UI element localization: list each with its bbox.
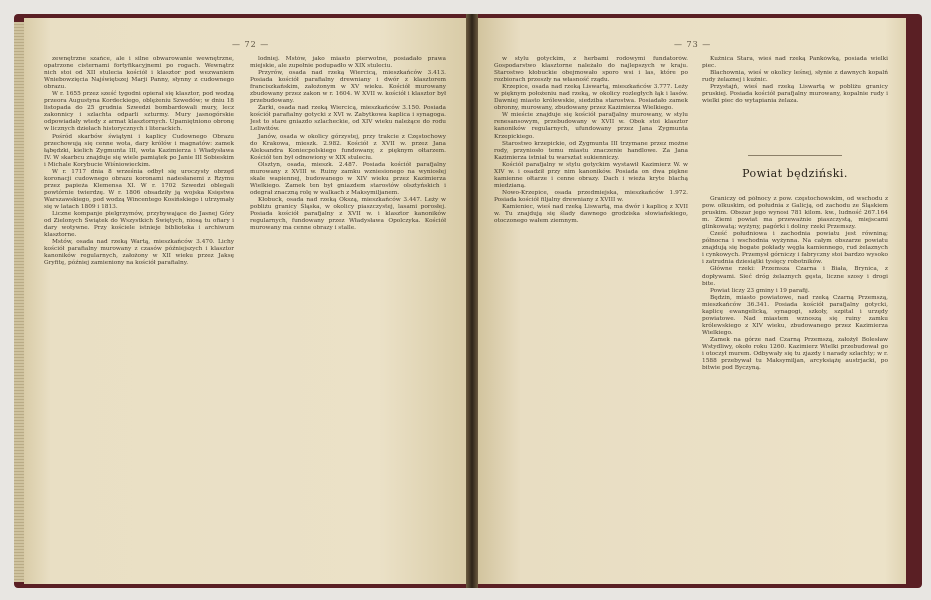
right-column-2-top <box>702 56 888 148</box>
paragraph: Liczne kompanje pielgrzymów, przybywające do Jasnej Góry od Zielonych Świątek do Wszystkich Świętych, niosą tu ofiary i dary wotywne. Przy kościele istnieje biblioteka i archiwum klasztorne. <box>44 211 234 239</box>
book-spine <box>466 14 478 588</box>
paragraph: Kamieniec, wieś nad rzeką Liswartą, ma dwór i kaplicę z XVII w. Tu znajdują się ślady dawnego grodziska słowiańskiego, otoczonego wałem ziemnym. <box>494 203 688 225</box>
paragraph: Blachownia, wieś w okolicy leśnej, słynie z dawnych kopalń rudy żelaznej i kuźnic. <box>702 70 888 84</box>
right-page <box>478 18 906 584</box>
paragraph: Kłobuck, osada nad rzeką Okszą, mieszkańców 3.447. Leży w pobliżu granicy Śląska, w okolicy piaszczystej, lasami porosłej. Posiada kościół parafjalny z XVII w. i klasztor kanoników regularnych, fundowany przez Władysława Opolczyka. Kościół murowany ma cenne obrazy i stalle. <box>250 196 446 232</box>
paragraph: Graniczy od północy z pow. częstochowskim, od wschodu z pow. olkuskim, od południa z Galicją, od zachodu ze Śląskiem pruskim. Obszar jego wynosi 781 kilom. kw., ludność 267.164 m. Ziemi powiat ma przeważnie piaszczystą, miejscami glinkowatą; wyżyny, pagórki i doliny rzeki Przemszy. <box>702 196 888 231</box>
paragraph: Starostwo krzepickie, od Zygmunta III trzymane przez możne rody, przyniosło temu miastu znaczenie handlowe. Za Jana Kazimierza istniał tu warsztat sukienniczy. <box>494 140 688 161</box>
section-title: Powiat będziński. <box>742 167 848 180</box>
right-page-number: — 73 — <box>674 40 712 49</box>
left-page-number: — 72 — <box>232 40 270 49</box>
paragraph: Pośród skarbów świątyni i kaplicy Cudownego Obrazu przechowują się cenne wota, dary królów i magnatów: zamek łąbędzki, kielich Zygmunta III, wota Kazimierza i Władysława IV. W skarbcu znajduje się wiele pamiątek po Janie III Sobieskim i Michale Korybucie Wiśniowieckim. <box>44 133 234 168</box>
paragraph: W mieście znajduje się kościół parafjalny murowany, w stylu renesansowym, przebudowany w XVII w. Obok stoi klasztor kanoników regularnych, ufundowany przez Jana Zygmunta Krzepickiego. <box>494 112 688 140</box>
paragraph: Janów, osada w okolicy górzystej, przy trakcie z Częstochowy do Krakowa, mieszk. 2.982. Kościół z XVII w. przez Jana Aleksandra Koniecpolskiego fundowany, z pięknym ołtarzem. Kościół ten był odnowiony w XIX stuleciu. <box>250 133 446 161</box>
paragraph: Kuźnica Stara, wieś nad rzeką Pankówką, posiada wielki piec. <box>702 56 888 70</box>
paragraph: W r. 1655 przez sześć tygodni opierał się klasztor, pod wodzą przeora Augustyna Kordeckiego, oblężeniu Szwedów; w dniu 18 listopada do 25 grudnia Szwedzi bombardowali mury, lecz zakonnicy i szlachta odparli szturmy. Mury jasnogórskie odpowiadały wtedy z armat klasztornych. Upamiętniono obronę w licznych dziełach historycznych i literackich. <box>44 91 234 133</box>
paragraph: W r. 1717 dnia 8 września odbył się uroczysty obrzęd koronacji cudownego obrazu koronami nadesłanemi z Rzymu przez papieża Klemensa XI. W r. 1702 Szwedzi oblegali powtórnie twierdzę. W r. 1806 obsadziły ją wojska Księstwa Warszawskiego, pod wodzą Wincentego Kosińskiego i utrzymały się w latach 1809 i 1813. <box>44 168 234 210</box>
paragraph: Będzin, miasto powiatowe, nad rzeką Czarną Przemszą, mieszkańców 36.341. Posiada kościół parafjalny gotycki, kaplicę ewangelicką, synagogi, szkoły, szpital i urzędy powiatowe. Nad miastem wznoszą się ruiny zamku królewskiego z XIV wieku, zbudowanego przez Kazimierza Wielkiego. <box>702 294 888 336</box>
left-column-1 <box>44 56 234 570</box>
right-column-1 <box>494 56 688 570</box>
paragraph: Główne rzeki: Przemsza Czarna i Biała, Brynica, z dopływami. Sieć dróg żelaznych gęsta, liczne szosy i drogi bite. <box>702 266 888 287</box>
paragraph: Zamek na górze nad Czarną Przemszą, założył Bolesław Wstydliwy, około roku 1260. Kazimierz Wielki przebudował go i otoczył murem. Odbywały się tu zjazdy i narady szlachty; w r. 1588 przebywał tu Maksymiljan, arcyksiążę austrjacki, po bitwie pod Byczyną. <box>702 336 888 372</box>
paragraph: Żarki, osada nad rzeką Wiercicą, mieszkańców 3.150. Posiada kościół parafialny gotycki z XVI w. Zabytkowa kaplica i synagoga. Jest to stare gniazdo szlacheckie, od XIV wieku należące do rodu Leliwitów. <box>250 105 446 133</box>
paragraph: lodniej. Mstów, jako miasto pierwotne, posiadało prawa miejskie, ale zupełnie podupadło w XIX stuleciu. <box>250 56 446 70</box>
paragraph: Nowo-Krzepice, osada przedmiejska, mieszkańców 1.972. Posiada kościół filjalny drewniany z XVIII w. <box>494 189 688 203</box>
paragraph: Olsztyn, osada, mieszk. 2.487. Posiada kościół parafjalny murowany z XVIII w. Ruiny zamku wzniesionego na wyniosłej skale wapiennej, budowanego w XIV wieku przez Kazimierza Wielkiego. Zamek ten był gniazdem starostów olsztyńskich i odegrał znaczną rolę w walkach z Maksymiljanem. <box>250 161 446 196</box>
paragraph: Krzepice, osada nad rzeką Liswartą, mieszkańców 3.777. Leży w pięknym położeniu nad rzeką, w okolicy rozległych łąk i lasów. Dawniej miasto królewskie, siedziba starostwa. Posiadało zamek obronny, murowany, zbudowany przez Kazimierza Wielkiego. <box>494 84 688 112</box>
paragraph: Powiat liczy 23 gminy i 19 parafij. <box>710 287 810 294</box>
paragraph: Przyrów, osada nad rzeką Wiercicą, mieszkańców 3.413. Posiada kościół parafialny drewniany i dwór z klasztorem franciszkańskim, założonym w XV wieku. Kościół murowany zbudowany przez zakon w r. 1604. W XVII w. kościół i klasztor był przebudowany. <box>250 70 446 105</box>
left-column-2 <box>250 56 446 570</box>
right-column-2-body <box>702 196 888 570</box>
section-divider <box>748 155 842 156</box>
paragraph: Przystajń, wieś nad rzeką Liswartą w pobliżu granicy pruskiej. Posiada kościół parafjalny murowany, kopalnie rudy i wielki piec do wytapiania żelaza. <box>702 84 888 105</box>
paragraph: Kościół parafjalny w stylu gotyckim wystawił Kazimierz W. w XIV w. i osadził przy nim kanoników. Posiada on dwa piękne kamienne ołtarze i cenne obrazy. Dach i wieża kryte blachą miedzianą. <box>494 161 688 189</box>
paragraph: Cześć południowa i zachodnia powiatu jest równiną; północna i wschodnia wyżynna. Na całym obszarze powiatu znajdują się bogate pokłady węgla kamiennego, rud żelaznych i cynkowych. Przemysł górniczy i fabryczny stoi bardzo wysoko i zatrudnia dziesiątki tysięcy robotników. <box>702 231 888 266</box>
paragraph: zewnętrzne szańce, ale i silne obwarowanie wewnętrzne, opatrzone cisternami fortyfikacyjnemi po rogach. Wewnątrz nich stoi od XII stulecia kościół i klasztor pod wezwaniem Wniebowzięcia Najświętszej Marji Panny, słynny z cudownego obrazu. <box>44 56 234 91</box>
paragraph: Mstów, osada nad rzeką Wartą, mieszkańców 3.470. Lichy kościół parafialny murowany z czasów późniejszych i klasztor kanoników regularnych, założony w XII wieku przez Jaksę Gryfitę, później zamieniony na kościół parafialny. <box>44 239 234 267</box>
left-page <box>24 18 468 584</box>
paragraph: w stylu gotyckim, z herbami rodowymi fundatorów. Gospodarstwo klasztorne należało do najlepszych w kraju. Starostwo kłobuckie obejmowało sporo wsi i las, które po rozbiorach przeszły na własność rządu. <box>494 56 688 84</box>
